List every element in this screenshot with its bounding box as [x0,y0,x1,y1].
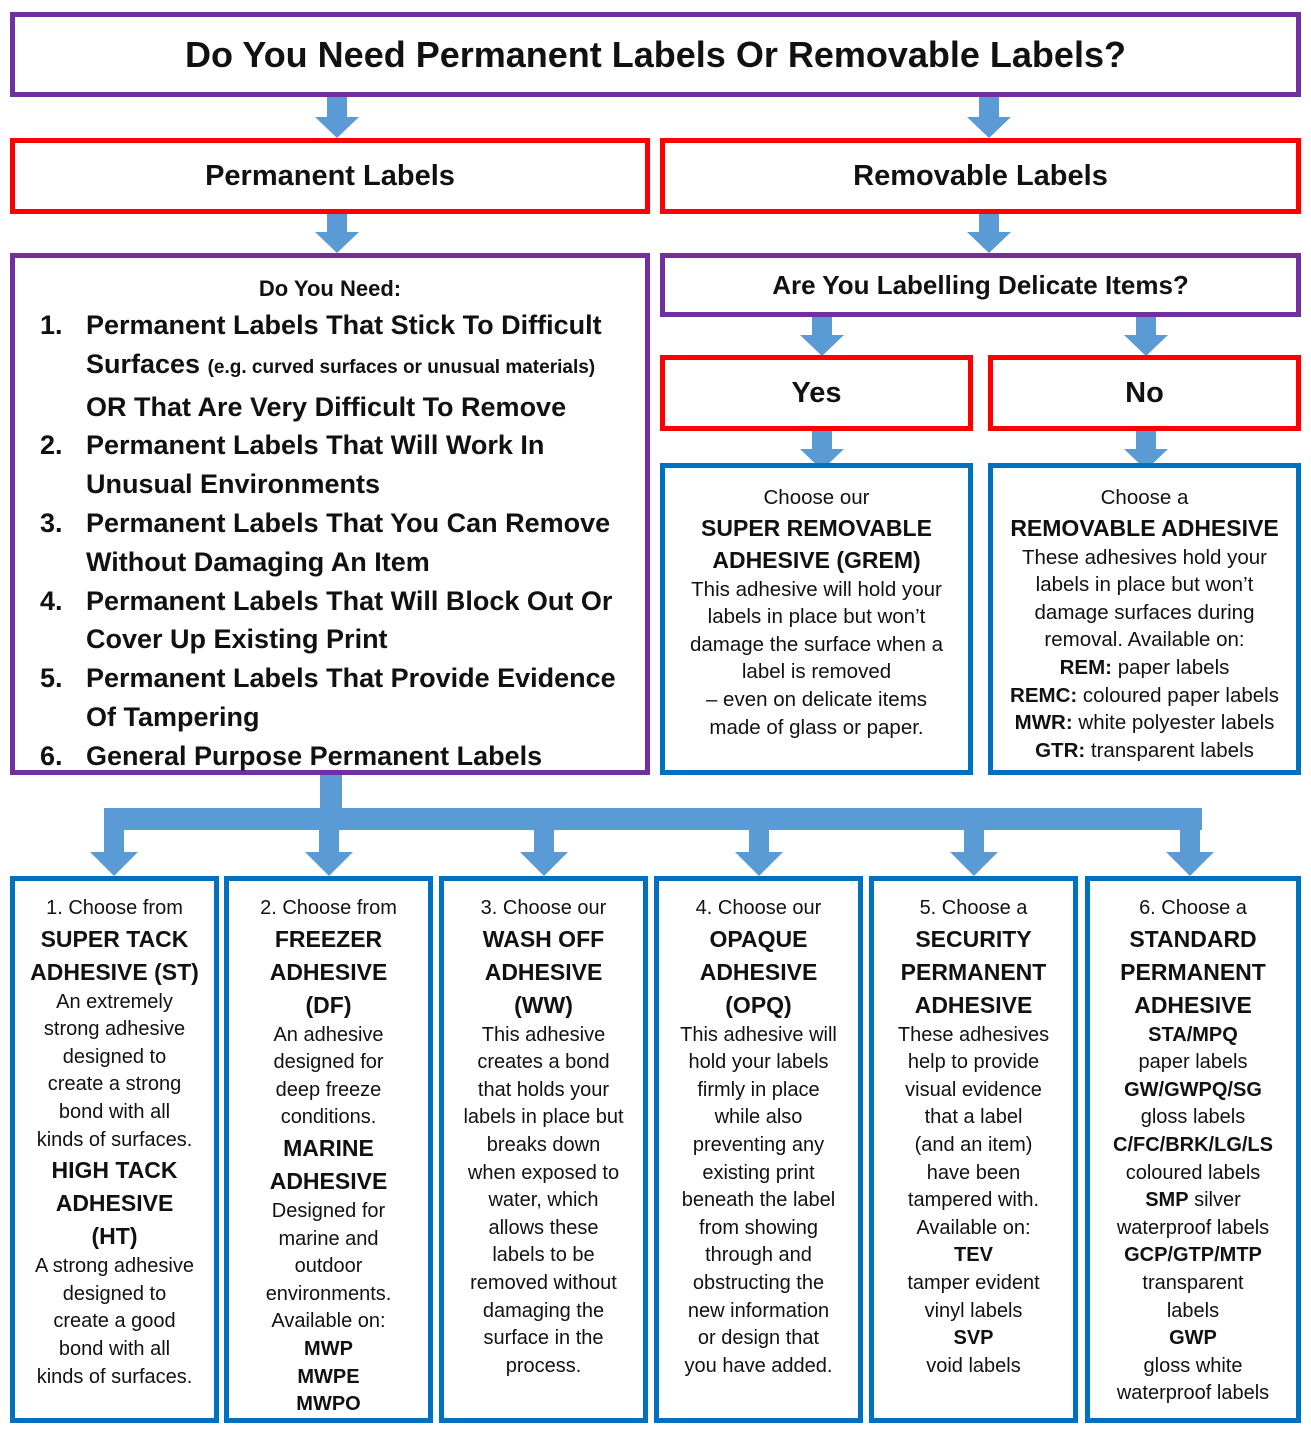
adhesive-description: A strong adhesive [35,1255,194,1278]
adhesive-description: waterproof labels [1116,1216,1270,1239]
product-description: white polyester labels [1072,711,1275,735]
product-row [876,1242,1071,1270]
need-number: 4. [40,585,63,616]
adhesive-description: coloured labels [1125,1161,1261,1184]
adhesive-name: (HT) [91,1223,138,1250]
arrow-delicate-to-no [1124,316,1168,356]
adhesive-description: obstructing the [692,1271,825,1294]
adhesive-description: hold your labels [688,1051,829,1074]
removable-adhesive-description: damage surfaces during [1034,600,1255,624]
adhesive-name: SUPER TACK [40,925,189,952]
adhesive-description: This adhesive [481,1023,606,1046]
adhesive-description: labels [1166,1299,1220,1322]
no-box [988,355,1301,431]
product-row [1092,1022,1294,1050]
adhesive-description: Available on: [271,1310,386,1333]
adhesive-option-content [231,895,426,1419]
arrow-permanent-to-needs [315,213,359,253]
product-row [1092,1187,1294,1215]
delicate-question: Are You Labelling Delicate Items? [772,269,1189,300]
product-code: MWP [304,1337,353,1360]
adhesive-description: that a label [924,1106,1023,1129]
grem-description: label is removed [741,660,892,684]
adhesive-description: conditions. [280,1106,377,1129]
need-text: Permanent Labels That Will Block Out Or Cover Up Existing Print [86,585,613,655]
permanent-labels-box [10,138,650,214]
adhesive-description: marine and [278,1227,379,1250]
adhesive-description: labels in place but [463,1106,624,1129]
arrow-delicate-to-yes [800,316,844,356]
need-text: Permanent Labels That Stick To Difficult Surfaces [86,310,602,379]
adhesive-description: void labels [926,1354,1021,1377]
adhesive-name: (OPQ) [725,991,792,1018]
adhesive-option-1 [10,876,219,1423]
adhesive-description: deep freeze [275,1078,382,1101]
adhesive-description: process. [505,1354,582,1377]
grem-description: This adhesive will hold your [691,577,942,601]
arrow-branch-bar [104,808,1202,830]
adhesive-option-6 [1085,876,1301,1423]
grem-name: SUPER REMOVABLE [701,514,932,541]
adhesive-description: damaging the [482,1299,605,1322]
adhesive-description: These adhesives [897,1023,1050,1046]
removable-adhesive-description: These adhesives hold your [1021,545,1267,569]
arrow-to-option-2 [305,828,353,876]
adhesive-description: bond with all [58,1337,171,1360]
removable-adhesive-description: labels in place but won’t [1035,573,1254,597]
arrow-removable-to-delicate [967,213,1011,253]
adhesive-description: that holds your [477,1078,610,1101]
adhesive-description: This adhesive will [680,1023,837,1046]
product-row [1092,1325,1294,1353]
removable-adhesive-box [988,463,1301,775]
adhesive-option-content [17,895,212,1391]
removable-adhesive-content [1001,484,1288,764]
need-number: 1. [40,310,63,340]
product-code: TEV [954,1244,993,1267]
no-label: No [1125,376,1164,409]
product-description: paper labels [1112,655,1230,679]
product-code: MWPO [296,1393,361,1416]
product-row [1001,654,1288,682]
super-removable-adhesive-content [673,484,960,741]
product-row [1092,1242,1294,1270]
adhesive-description: Designed for [271,1199,386,1222]
needs-question: Do You Need: [258,276,402,301]
need-item-2 [40,426,635,504]
removable-adhesive-description: removal. Available on: [1044,628,1245,652]
removable-adhesive-name: REMOVABLE ADHESIVE [1010,514,1279,541]
adhesive-name: FREEZER [274,925,383,952]
adhesive-name: ADHESIVE [699,958,818,985]
product-code: MWPE [297,1365,360,1388]
product-description: silver [1188,1189,1241,1212]
product-code: SVP [953,1327,994,1350]
adhesive-name: PERMANENT [900,958,1047,985]
adhesive-option-content [446,895,641,1380]
option-intro: 6. Choose a [1139,897,1247,919]
adhesive-description: existing print [702,1161,815,1184]
arrow-to-option-1 [90,828,138,876]
permanent-labels-heading: Permanent Labels [205,159,455,192]
arrow-to-option-4 [735,828,783,876]
adhesive-name: ADHESIVE (ST) [30,958,199,985]
adhesive-description: (and an item) [914,1133,1033,1156]
need-number: 6. [40,740,63,771]
yes-box [660,355,973,431]
option-intro: 3. Choose our [480,897,607,919]
adhesive-description: you have added. [684,1354,833,1377]
grem-name: ADHESIVE (GREM) [712,546,921,573]
adhesive-name: (DF) [305,991,352,1018]
need-text: Permanent Labels That Provide Evidence Of Tampering [86,663,616,732]
adhesive-description: waterproof labels [1116,1382,1270,1405]
arrow-to-option-3 [520,828,568,876]
arrow-to-option-6 [1166,828,1214,876]
adhesive-name: ADHESIVE [484,958,603,985]
need-number: 5. [40,663,63,694]
product-description: coloured paper labels [1077,683,1279,707]
adhesive-description: An extremely [56,990,173,1013]
adhesive-description: breaks down [486,1133,601,1156]
adhesive-description: from showing [699,1216,818,1239]
main-question-box [10,12,1301,97]
product-row [1092,1132,1294,1160]
adhesive-description: through and [705,1244,812,1267]
product-code: REMC: [1010,683,1078,707]
adhesive-description: vinyl labels [924,1299,1023,1322]
need-item-6 [40,737,635,776]
adhesive-description: outdoor [294,1255,363,1278]
adhesive-description: create a strong [47,1073,182,1096]
adhesive-description: gloss labels [1140,1106,1246,1129]
arrow-to-option-5 [950,828,998,876]
adhesive-description: when exposed to [467,1161,620,1184]
adhesive-description: creates a bond [477,1051,610,1074]
adhesive-description: new information [687,1299,830,1322]
arrow-title-to-removable [967,96,1011,138]
removable-adhesive-intro: Choose a [1100,486,1189,509]
adhesive-description: kinds of surfaces. [36,1365,193,1388]
adhesive-description: Available on: [916,1216,1031,1239]
product-row [231,1391,426,1419]
need-text: General Purpose Permanent Labels [86,740,543,771]
adhesive-name: ADHESIVE [55,1190,174,1217]
adhesive-description: firmly in place [697,1078,820,1101]
adhesive-description: beneath the label [681,1189,836,1212]
option-intro: 2. Choose from [260,897,397,919]
adhesive-description: allows these [488,1216,599,1239]
delicate-question-box [660,253,1301,317]
product-row [231,1336,426,1364]
adhesive-name: OPAQUE [709,925,808,952]
removable-labels-box [660,138,1301,214]
need-number: 2. [40,430,63,461]
adhesive-description: designed for [273,1051,384,1074]
need-item-5 [40,659,635,737]
adhesive-name: MARINE [283,1134,374,1161]
adhesive-description: bond with all [58,1100,171,1123]
product-row [1001,709,1288,737]
product-row [231,1364,426,1392]
product-code: GWP [1169,1327,1217,1350]
adhesive-description: or design that [697,1327,820,1350]
adhesive-description: environments. [265,1282,392,1305]
need-item-4 [40,582,635,660]
adhesive-description: tampered with. [907,1189,1040,1212]
adhesive-name: ADHESIVE [269,1167,388,1194]
product-code: REM: [1059,655,1112,679]
grem-description: – even on delicate items [705,687,928,711]
adhesive-description: kinds of surfaces. [36,1128,193,1151]
adhesive-description: while also [714,1106,803,1129]
adhesive-description: tamper evident [907,1271,1040,1294]
product-row [1001,682,1288,710]
adhesive-description: transparent [1142,1271,1244,1294]
need-text: Permanent Labels That Will Work In Unusual Environments [86,430,545,500]
need-item-3 [40,504,635,582]
adhesive-option-2 [224,876,433,1423]
adhesive-name: ADHESIVE [1134,991,1252,1018]
need-text-continued: OR That Are Very Difficult To Remove [86,391,567,422]
adhesive-description: gloss white [1143,1354,1243,1377]
adhesive-name: ADHESIVE [914,991,1033,1018]
product-code: GCP/GTP/MTP [1124,1244,1262,1267]
need-note: (e.g. curved surfaces or unusual materials) [207,356,596,378]
adhesive-name: PERMANENT [1120,958,1266,985]
need-number: 3. [40,507,63,538]
grem-description: made of glass or paper. [709,715,924,739]
grem-intro: Choose our [763,486,870,509]
adhesive-description: help to provide [907,1051,1040,1074]
adhesive-description: strong adhesive [43,1018,186,1041]
adhesive-description: designed to [62,1045,167,1068]
adhesive-name: SECURITY [915,925,1032,952]
need-item-1 [40,306,635,426]
adhesive-option-content [1092,895,1294,1408]
product-row [1092,1077,1294,1105]
product-row [876,1325,1071,1353]
arrow-title-to-permanent [315,96,359,138]
adhesive-description: surface in the [483,1327,604,1350]
adhesive-description: create a good [53,1310,176,1333]
adhesive-name: ADHESIVE [269,958,388,985]
option-intro: 5. Choose a [919,897,1028,919]
adhesive-option-content [876,895,1071,1380]
adhesive-description: removed without [470,1271,617,1294]
main-question: Do You Need Permanent Labels Or Removable Labels? [185,33,1126,75]
adhesive-name: (WW) [514,991,573,1018]
super-removable-adhesive-box [660,463,973,775]
product-code: GW/GWPQ/SG [1124,1078,1262,1101]
product-code: STA/MPQ [1148,1023,1238,1046]
adhesive-option-5 [869,876,1078,1423]
adhesive-description: paper labels [1138,1051,1248,1074]
adhesive-name: WASH OFF [482,925,605,952]
adhesive-description: labels to be [492,1244,595,1267]
grem-description: labels in place but won’t [707,605,926,629]
adhesive-option-content [661,895,856,1380]
adhesive-description: designed to [62,1282,167,1305]
product-code: GTR: [1035,738,1086,762]
need-text: Permanent Labels That You Can Remove Without Damaging An Item [86,507,611,577]
adhesive-description: preventing any [692,1133,825,1156]
adhesive-name: HIGH TACK [51,1157,178,1184]
adhesive-description: water, which [488,1189,599,1212]
needs-list [40,306,635,776]
product-code: MWR: [1014,711,1073,735]
option-intro: 1. Choose from [46,897,183,919]
product-description: transparent labels [1085,738,1254,762]
option-intro: 4. Choose our [695,897,822,919]
grem-description: damage the surface when a [690,632,943,656]
product-code: SMP [1145,1189,1189,1212]
adhesive-description: visual evidence [905,1078,1042,1101]
adhesive-option-3 [439,876,648,1423]
adhesive-description: have been [926,1161,1021,1184]
product-code: C/FC/BRK/LG/LS [1113,1133,1273,1156]
yes-label: Yes [791,376,842,409]
permanent-needs-box [10,253,650,775]
adhesive-name: STANDARD [1129,925,1257,952]
arrow-trunk [320,774,342,811]
adhesive-option-4 [654,876,863,1423]
product-row [1001,737,1288,765]
removable-labels-heading: Removable Labels [853,159,1108,192]
adhesive-description: An adhesive [273,1023,384,1046]
